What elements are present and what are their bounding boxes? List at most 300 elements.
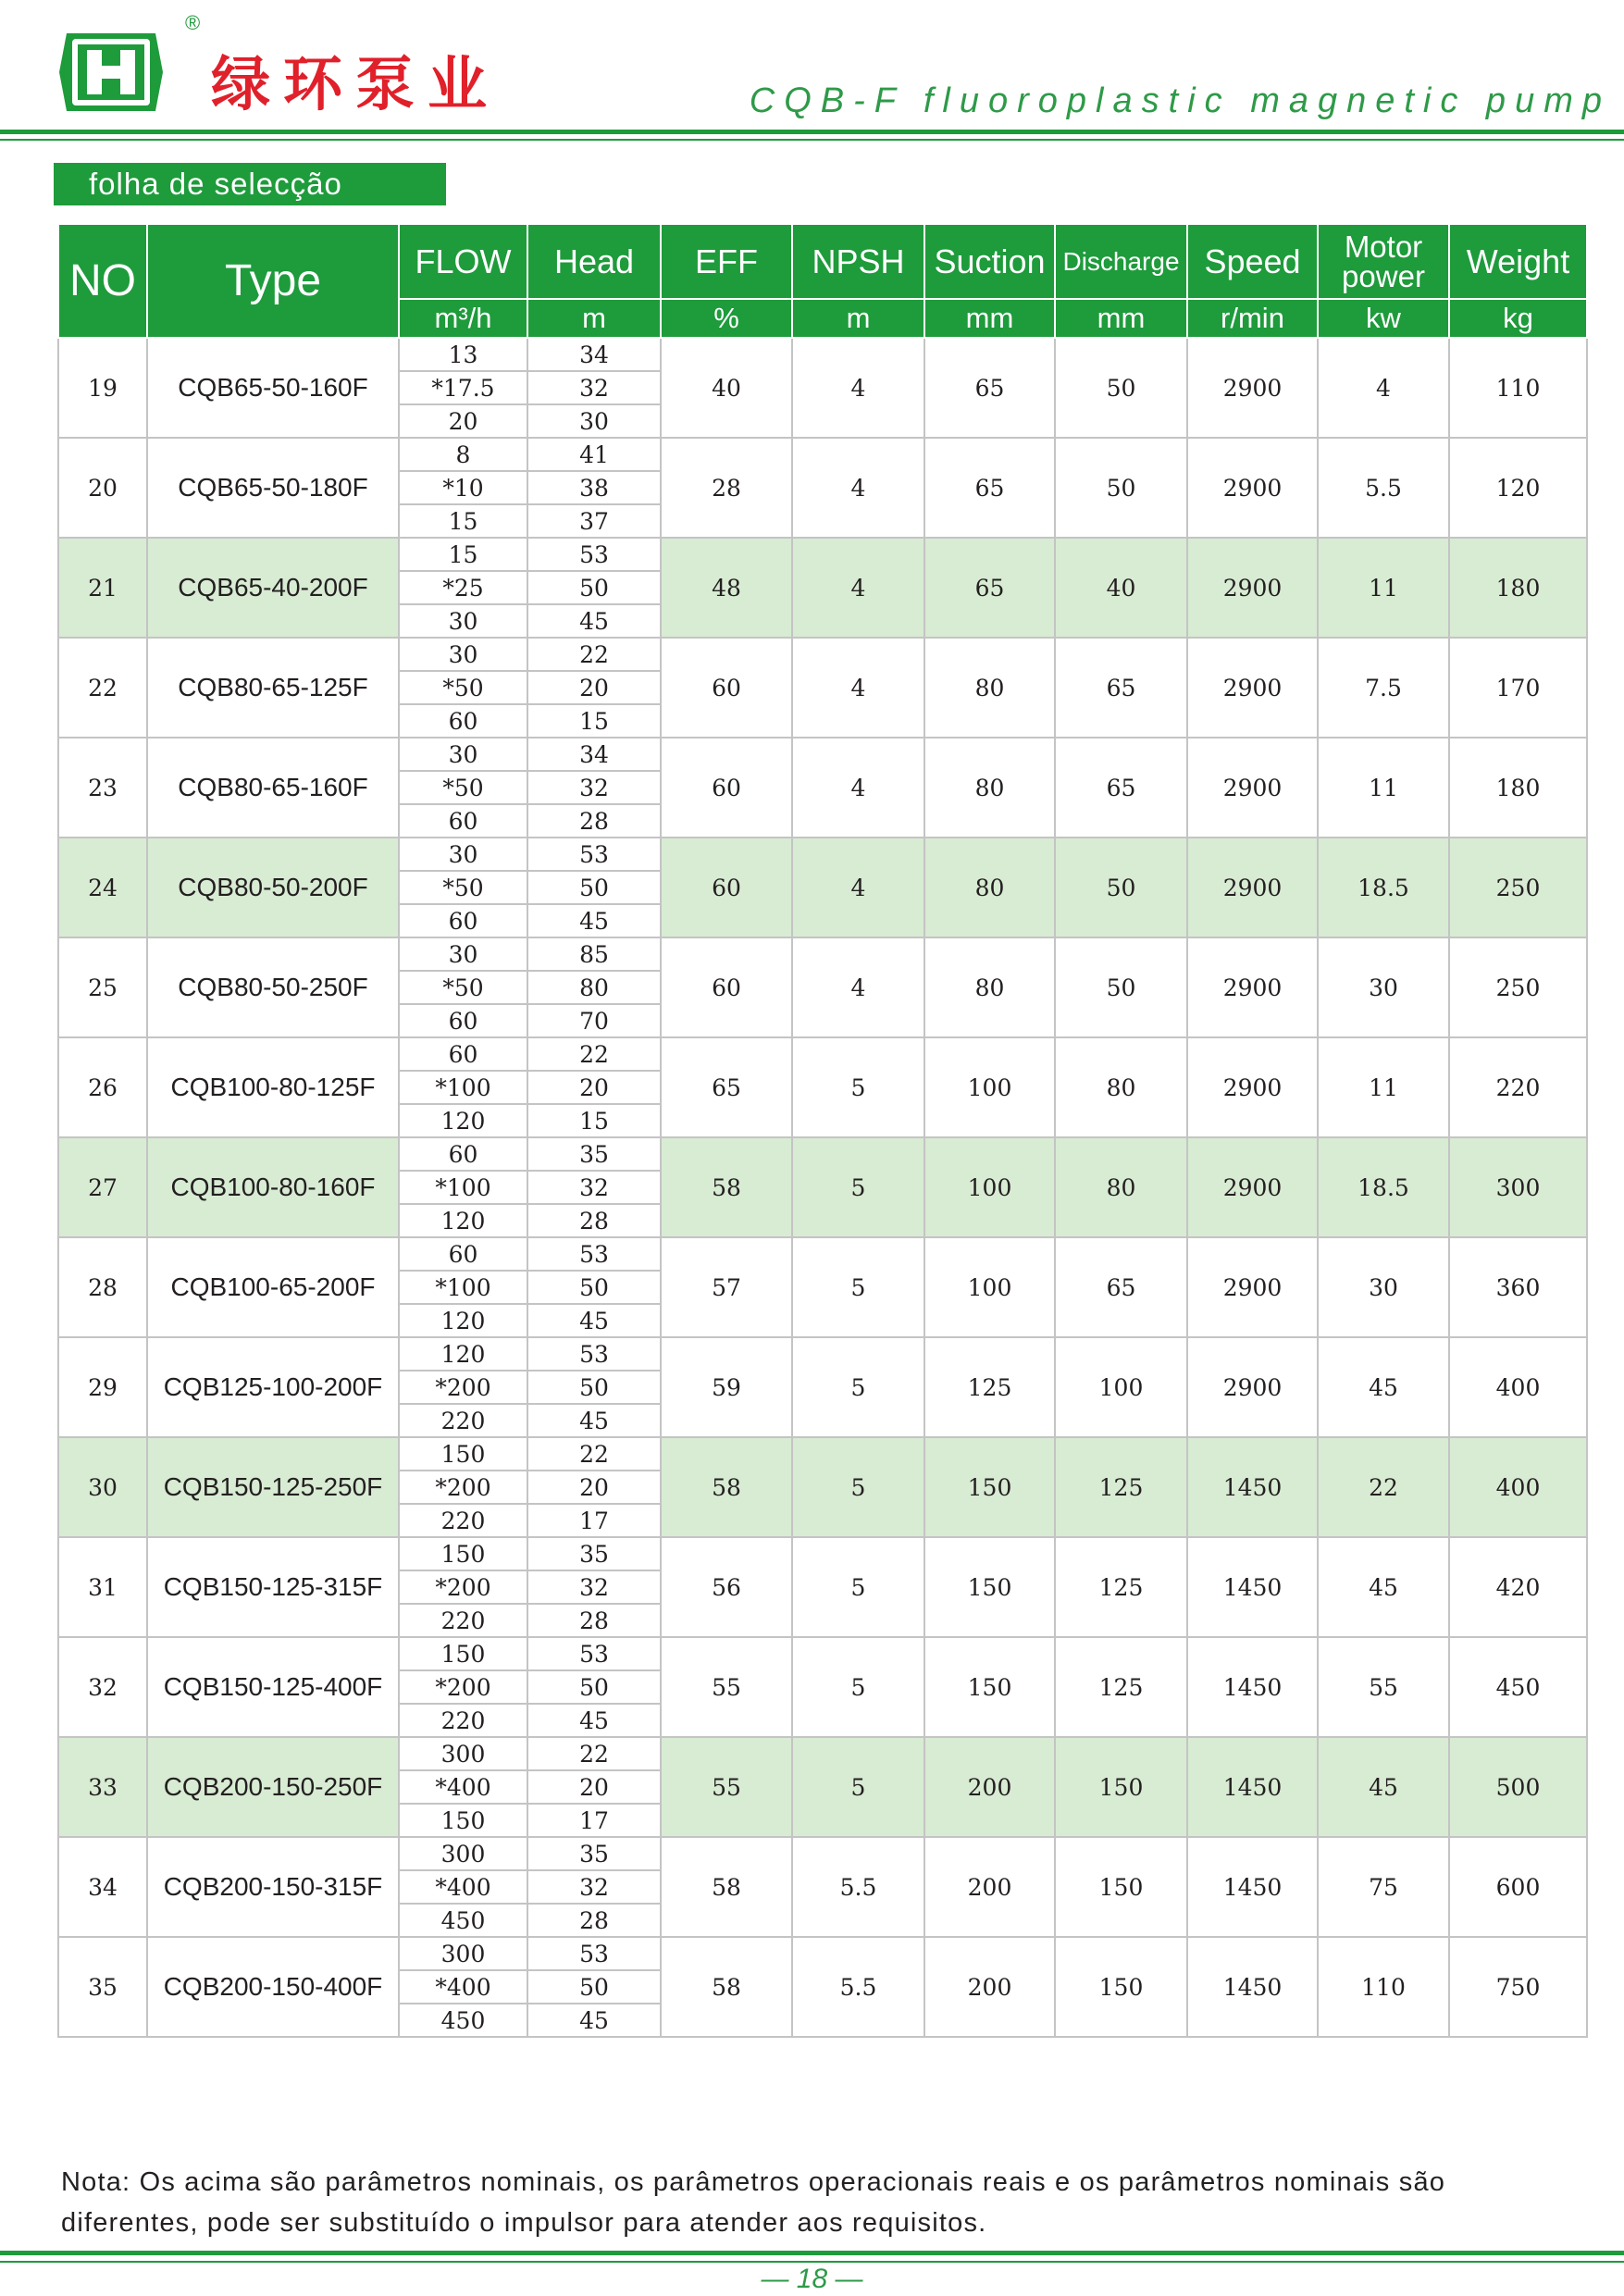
cell-flow: *200 — [399, 1471, 527, 1504]
cell-flow: 60 — [399, 804, 527, 838]
unit-suction: mm — [924, 299, 1055, 338]
cell-head: 53 — [527, 1937, 661, 1970]
cell-suction: 65 — [924, 438, 1055, 538]
cell-eff: 58 — [661, 1137, 792, 1237]
cell-suction: 125 — [924, 1337, 1055, 1437]
cell-eff: 58 — [661, 1937, 792, 2037]
cell-flow: 30 — [399, 937, 527, 971]
cell-type: CQB80-50-250F — [147, 937, 399, 1037]
cell-speed: 2900 — [1187, 838, 1318, 937]
cell-head: 45 — [527, 904, 661, 937]
header-rule-thin — [0, 139, 1624, 141]
cell-eff: 60 — [661, 838, 792, 937]
cell-type: CQB80-65-160F — [147, 738, 399, 838]
cell-weight: 170 — [1449, 638, 1587, 738]
cell-no: 22 — [58, 638, 147, 738]
cell-motor: 45 — [1318, 1737, 1449, 1837]
cell-no: 30 — [58, 1437, 147, 1537]
table-row — [58, 1637, 1587, 1670]
cell-motor: 7.5 — [1318, 638, 1449, 738]
page-number: — 18 — — [761, 2264, 863, 2294]
cell-no: 33 — [58, 1737, 147, 1837]
cell-head: 32 — [527, 1570, 661, 1604]
cell-speed: 1450 — [1187, 1937, 1318, 2037]
table-body — [58, 338, 1587, 2037]
cell-npsh: 4 — [792, 638, 924, 738]
cell-weight: 400 — [1449, 1337, 1587, 1437]
cell-type: CQB100-80-160F — [147, 1137, 399, 1237]
cell-motor: 11 — [1318, 538, 1449, 638]
cell-weight: 120 — [1449, 438, 1587, 538]
cell-head: 15 — [527, 704, 661, 738]
cell-motor: 45 — [1318, 1337, 1449, 1437]
cell-flow: 300 — [399, 1737, 527, 1770]
cell-weight: 180 — [1449, 538, 1587, 638]
cell-type: CQB125-100-200F — [147, 1337, 399, 1437]
cell-speed: 1450 — [1187, 1837, 1318, 1937]
header-speed: Speed — [1187, 224, 1318, 299]
cell-suction: 150 — [924, 1537, 1055, 1637]
cell-no: 21 — [58, 538, 147, 638]
cell-flow: *200 — [399, 1371, 527, 1404]
cell-eff: 56 — [661, 1537, 792, 1637]
cell-flow: 150 — [399, 1637, 527, 1670]
cell-motor: 110 — [1318, 1937, 1449, 2037]
cell-motor: 4 — [1318, 338, 1449, 438]
cell-flow: 30 — [399, 604, 527, 638]
cell-weight: 420 — [1449, 1537, 1587, 1637]
cell-npsh: 5 — [792, 1137, 924, 1237]
cell-type: CQB65-40-200F — [147, 538, 399, 638]
cell-head: 35 — [527, 1837, 661, 1870]
cell-head: 50 — [527, 871, 661, 904]
header-suction: Suction — [924, 224, 1055, 299]
cell-suction: 100 — [924, 1237, 1055, 1337]
cell-no: 29 — [58, 1337, 147, 1437]
cell-discharge: 125 — [1055, 1637, 1187, 1737]
cell-eff: 55 — [661, 1737, 792, 1837]
cell-speed: 2900 — [1187, 937, 1318, 1037]
cell-flow: 60 — [399, 904, 527, 937]
cell-flow: 20 — [399, 404, 527, 438]
cell-head: 20 — [527, 1770, 661, 1804]
cell-suction: 100 — [924, 1037, 1055, 1137]
table-row — [58, 937, 1587, 971]
header-motor-power — [1318, 224, 1449, 299]
cell-npsh: 4 — [792, 838, 924, 937]
brand-name: 绿环泵业 — [211, 50, 500, 119]
cell-flow: 450 — [399, 2004, 527, 2037]
cell-discharge: 50 — [1055, 838, 1187, 937]
cell-head: 38 — [527, 471, 661, 504]
cell-head: 30 — [527, 404, 661, 438]
table-row — [58, 1337, 1587, 1371]
cell-flow: 30 — [399, 838, 527, 871]
cell-flow: 220 — [399, 1404, 527, 1437]
cell-head: 22 — [527, 1437, 661, 1471]
footnote: Nota: Os acima são parâmetros nominais, os parâmetros operacionais reais e os parâmetros nominais são diferentes, pode ser substituído o impulsor para atender aos requisitos. — [61, 2167, 1446, 2238]
header-npsh: NPSH — [792, 224, 924, 299]
cell-type: CQB65-50-160F — [147, 338, 399, 438]
cell-suction: 100 — [924, 1137, 1055, 1237]
cell-suction: 150 — [924, 1437, 1055, 1537]
cell-npsh: 5 — [792, 1637, 924, 1737]
unit-weight: kg — [1449, 299, 1587, 338]
header-weight: Weight — [1449, 224, 1587, 299]
cell-flow: 8 — [399, 438, 527, 471]
cell-head: 85 — [527, 937, 661, 971]
brand-logo-icon — [59, 30, 163, 115]
cell-speed: 2900 — [1187, 1037, 1318, 1137]
cell-eff: 58 — [661, 1437, 792, 1537]
cell-discharge: 150 — [1055, 1837, 1187, 1937]
cell-eff: 60 — [661, 937, 792, 1037]
cell-motor: 18.5 — [1318, 838, 1449, 937]
unit-motor: kw — [1318, 299, 1449, 338]
cell-head: 45 — [527, 1404, 661, 1437]
cell-flow: *100 — [399, 1171, 527, 1204]
registered-mark: ® — [185, 11, 201, 34]
header-head: Head — [527, 224, 661, 299]
cell-flow: *400 — [399, 1870, 527, 1904]
cell-npsh: 4 — [792, 937, 924, 1037]
table-row — [58, 1937, 1587, 1970]
cell-suction: 65 — [924, 538, 1055, 638]
cell-motor: 30 — [1318, 1237, 1449, 1337]
cell-discharge: 80 — [1055, 1037, 1187, 1137]
table-row — [58, 1837, 1587, 1870]
cell-head: 45 — [527, 1704, 661, 1737]
cell-flow: 60 — [399, 1037, 527, 1071]
cell-head: 50 — [527, 571, 661, 604]
cell-speed: 2900 — [1187, 1237, 1318, 1337]
cell-flow: *17.5 — [399, 371, 527, 404]
cell-flow: 150 — [399, 1804, 527, 1837]
cell-head: 32 — [527, 371, 661, 404]
cell-head: 35 — [527, 1537, 661, 1570]
cell-flow: 60 — [399, 704, 527, 738]
table-row — [58, 1237, 1587, 1271]
cell-flow: *50 — [399, 871, 527, 904]
cell-speed: 2900 — [1187, 438, 1318, 538]
cell-no: 35 — [58, 1937, 147, 2037]
cell-eff: 65 — [661, 1037, 792, 1137]
cell-npsh: 5 — [792, 1337, 924, 1437]
cell-flow: 30 — [399, 738, 527, 771]
cell-eff: 60 — [661, 738, 792, 838]
cell-weight: 220 — [1449, 1037, 1587, 1137]
cell-npsh: 5.5 — [792, 1937, 924, 2037]
cell-weight: 400 — [1449, 1437, 1587, 1537]
cell-type: CQB100-80-125F — [147, 1037, 399, 1137]
cell-flow: *50 — [399, 971, 527, 1004]
table-row — [58, 1137, 1587, 1171]
cell-head: 22 — [527, 638, 661, 671]
cell-eff: 48 — [661, 538, 792, 638]
cell-no: 20 — [58, 438, 147, 538]
cell-head: 45 — [527, 1304, 661, 1337]
cell-type: CQB150-125-315F — [147, 1537, 399, 1637]
cell-weight: 600 — [1449, 1837, 1587, 1937]
cell-discharge: 65 — [1055, 1237, 1187, 1337]
cell-flow: 120 — [399, 1337, 527, 1371]
unit-flow: m³/h — [399, 299, 527, 338]
table-row — [58, 738, 1587, 771]
cell-flow: 15 — [399, 538, 527, 571]
footer-rule-thin — [0, 2261, 1624, 2263]
cell-motor: 11 — [1318, 738, 1449, 838]
cell-no: 19 — [58, 338, 147, 438]
cell-type: CQB65-50-180F — [147, 438, 399, 538]
cell-suction: 150 — [924, 1637, 1055, 1737]
table-row — [58, 338, 1587, 371]
cell-head: 34 — [527, 338, 661, 371]
cell-motor: 75 — [1318, 1837, 1449, 1937]
cell-npsh: 5 — [792, 1537, 924, 1637]
cell-speed: 1450 — [1187, 1437, 1318, 1537]
cell-suction: 80 — [924, 638, 1055, 738]
cell-discharge: 40 — [1055, 538, 1187, 638]
cell-flow: 220 — [399, 1604, 527, 1637]
cell-head: 53 — [527, 1337, 661, 1371]
cell-head: 22 — [527, 1037, 661, 1071]
cell-eff: 57 — [661, 1237, 792, 1337]
cell-npsh: 4 — [792, 538, 924, 638]
cell-discharge: 150 — [1055, 1737, 1187, 1837]
header-no: NO — [58, 224, 147, 338]
cell-npsh: 5.5 — [792, 1837, 924, 1937]
cell-no: 26 — [58, 1037, 147, 1137]
cell-weight: 500 — [1449, 1737, 1587, 1837]
cell-weight: 110 — [1449, 338, 1587, 438]
cell-head: 32 — [527, 1171, 661, 1204]
header-discharge: Discharge — [1055, 224, 1187, 299]
cell-weight: 250 — [1449, 838, 1587, 937]
cell-npsh: 4 — [792, 438, 924, 538]
cell-npsh: 4 — [792, 738, 924, 838]
cell-no: 27 — [58, 1137, 147, 1237]
cell-head: 53 — [527, 838, 661, 871]
cell-weight: 250 — [1449, 937, 1587, 1037]
cell-motor: 11 — [1318, 1037, 1449, 1137]
footer-rule — [0, 2251, 1624, 2255]
cell-flow: 150 — [399, 1437, 527, 1471]
unit-speed: r/min — [1187, 299, 1318, 338]
cell-discharge: 50 — [1055, 438, 1187, 538]
unit-discharge: mm — [1055, 299, 1187, 338]
cell-head: 28 — [527, 1204, 661, 1237]
header-motor-line2: power — [1342, 258, 1425, 293]
cell-discharge: 50 — [1055, 338, 1187, 438]
cell-flow: 220 — [399, 1704, 527, 1737]
cell-discharge: 65 — [1055, 738, 1187, 838]
cell-discharge: 50 — [1055, 937, 1187, 1037]
cell-flow: *200 — [399, 1570, 527, 1604]
cell-motor: 18.5 — [1318, 1137, 1449, 1237]
table-row — [58, 1537, 1587, 1570]
cell-suction: 65 — [924, 338, 1055, 438]
cell-flow: *10 — [399, 471, 527, 504]
cell-head: 70 — [527, 1004, 661, 1037]
cell-head: 45 — [527, 604, 661, 638]
cell-head: 41 — [527, 438, 661, 471]
cell-flow: 30 — [399, 638, 527, 671]
cell-motor: 55 — [1318, 1637, 1449, 1737]
cell-no: 23 — [58, 738, 147, 838]
cell-speed: 1450 — [1187, 1537, 1318, 1637]
cell-head: 20 — [527, 671, 661, 704]
cell-suction: 80 — [924, 838, 1055, 937]
cell-head: 50 — [527, 1371, 661, 1404]
cell-suction: 200 — [924, 1937, 1055, 2037]
cell-weight: 300 — [1449, 1137, 1587, 1237]
cell-speed: 2900 — [1187, 638, 1318, 738]
cell-suction: 80 — [924, 937, 1055, 1037]
cell-flow: *25 — [399, 571, 527, 604]
cell-head: 34 — [527, 738, 661, 771]
cell-flow: 120 — [399, 1304, 527, 1337]
cell-head: 50 — [527, 1670, 661, 1704]
cell-speed: 1450 — [1187, 1737, 1318, 1837]
cell-flow: 13 — [399, 338, 527, 371]
cell-flow: *50 — [399, 671, 527, 704]
cell-npsh: 4 — [792, 338, 924, 438]
cell-flow: 60 — [399, 1237, 527, 1271]
cell-head: 17 — [527, 1804, 661, 1837]
cell-npsh: 5 — [792, 1737, 924, 1837]
cell-type: CQB200-150-250F — [147, 1737, 399, 1837]
cell-flow: 15 — [399, 504, 527, 538]
header-motor-line1: Motor — [1344, 229, 1423, 264]
cell-flow: 300 — [399, 1837, 527, 1870]
cell-flow: *400 — [399, 1770, 527, 1804]
cell-flow: 300 — [399, 1937, 527, 1970]
cell-type: CQB150-125-250F — [147, 1437, 399, 1537]
cell-flow: 60 — [399, 1004, 527, 1037]
cell-head: 28 — [527, 1904, 661, 1937]
cell-head: 53 — [527, 538, 661, 571]
unit-head: m — [527, 299, 661, 338]
cell-flow: 120 — [399, 1104, 527, 1137]
cell-head: 15 — [527, 1104, 661, 1137]
cell-flow: 220 — [399, 1504, 527, 1537]
cell-discharge: 150 — [1055, 1937, 1187, 2037]
cell-flow: 60 — [399, 1137, 527, 1171]
unit-npsh: m — [792, 299, 924, 338]
cell-head: 53 — [527, 1237, 661, 1271]
cell-motor: 22 — [1318, 1437, 1449, 1537]
cell-head: 28 — [527, 1604, 661, 1637]
cell-no: 31 — [58, 1537, 147, 1637]
cell-motor: 30 — [1318, 937, 1449, 1037]
cell-head: 28 — [527, 804, 661, 838]
cell-head: 37 — [527, 504, 661, 538]
cell-no: 34 — [58, 1837, 147, 1937]
cell-head: 50 — [527, 1970, 661, 2004]
cell-weight: 450 — [1449, 1637, 1587, 1737]
cell-type: CQB200-150-400F — [147, 1937, 399, 2037]
cell-no: 28 — [58, 1237, 147, 1337]
table-row — [58, 1037, 1587, 1071]
cell-type: CQB80-50-200F — [147, 838, 399, 937]
cell-eff: 40 — [661, 338, 792, 438]
cell-eff: 59 — [661, 1337, 792, 1437]
product-subtitle: CQB-F fluoroplastic magnetic pump — [749, 81, 1611, 120]
cell-npsh: 5 — [792, 1437, 924, 1537]
cell-speed: 2900 — [1187, 538, 1318, 638]
cell-no: 32 — [58, 1637, 147, 1737]
cell-discharge: 125 — [1055, 1437, 1187, 1537]
cell-head: 45 — [527, 2004, 661, 2037]
cell-head: 53 — [527, 1637, 661, 1670]
cell-no: 25 — [58, 937, 147, 1037]
cell-head: 80 — [527, 971, 661, 1004]
cell-speed: 2900 — [1187, 1137, 1318, 1237]
cell-head: 22 — [527, 1737, 661, 1770]
cell-head: 32 — [527, 1870, 661, 1904]
cell-type: CQB80-65-125F — [147, 638, 399, 738]
cell-flow: *100 — [399, 1071, 527, 1104]
table-row — [58, 538, 1587, 571]
cell-eff: 28 — [661, 438, 792, 538]
cell-head: 20 — [527, 1071, 661, 1104]
cell-suction: 200 — [924, 1837, 1055, 1937]
cell-type: CQB100-65-200F — [147, 1237, 399, 1337]
cell-weight: 180 — [1449, 738, 1587, 838]
cell-motor: 45 — [1318, 1537, 1449, 1637]
header-type: Type — [147, 224, 399, 338]
table-row — [58, 638, 1587, 671]
header-eff: EFF — [661, 224, 792, 299]
cell-flow: *200 — [399, 1670, 527, 1704]
cell-head: 20 — [527, 1471, 661, 1504]
cell-flow: *100 — [399, 1271, 527, 1304]
header-flow: FLOW — [399, 224, 527, 299]
cell-speed: 1450 — [1187, 1637, 1318, 1737]
cell-no: 24 — [58, 838, 147, 937]
cell-suction: 200 — [924, 1737, 1055, 1837]
cell-eff: 60 — [661, 638, 792, 738]
cell-flow: *400 — [399, 1970, 527, 2004]
cell-eff: 58 — [661, 1837, 792, 1937]
cell-eff: 55 — [661, 1637, 792, 1737]
unit-eff: % — [661, 299, 792, 338]
cell-weight: 750 — [1449, 1937, 1587, 2037]
cell-speed: 2900 — [1187, 738, 1318, 838]
cell-npsh: 5 — [792, 1237, 924, 1337]
cell-type: CQB200-150-315F — [147, 1837, 399, 1937]
cell-npsh: 5 — [792, 1037, 924, 1137]
cell-flow: 150 — [399, 1537, 527, 1570]
table-row — [58, 438, 1587, 471]
cell-motor: 5.5 — [1318, 438, 1449, 538]
cell-weight: 360 — [1449, 1237, 1587, 1337]
cell-discharge: 80 — [1055, 1137, 1187, 1237]
table-row — [58, 1437, 1587, 1471]
cell-head: 35 — [527, 1137, 661, 1171]
cell-discharge: 65 — [1055, 638, 1187, 738]
cell-head: 17 — [527, 1504, 661, 1537]
cell-speed: 2900 — [1187, 1337, 1318, 1437]
cell-type: CQB150-125-400F — [147, 1637, 399, 1737]
cell-flow: *50 — [399, 771, 527, 804]
cell-flow: 120 — [399, 1204, 527, 1237]
cell-discharge: 125 — [1055, 1537, 1187, 1637]
cell-head: 50 — [527, 1271, 661, 1304]
cell-suction: 80 — [924, 738, 1055, 838]
table-row — [58, 1737, 1587, 1770]
cell-flow: 450 — [399, 1904, 527, 1937]
